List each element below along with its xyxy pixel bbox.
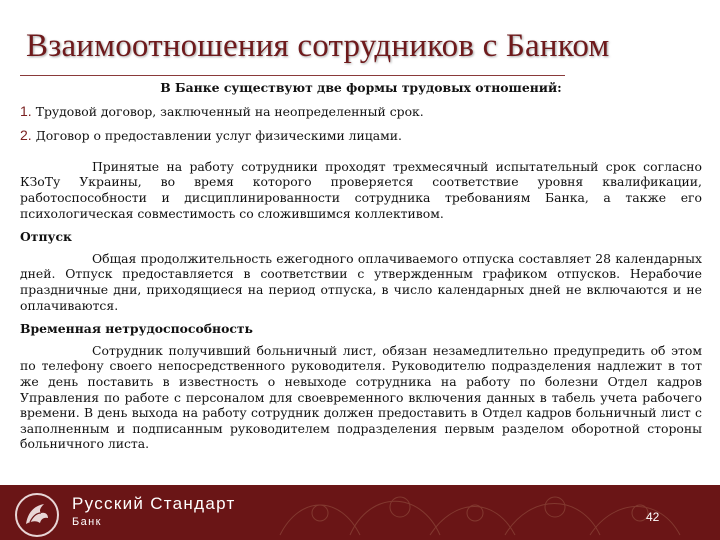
slide-content — [20, 80, 702, 452]
form-item-1 — [20, 104, 702, 120]
griffin-logo-icon — [14, 492, 60, 538]
form-item-text: Договор о предоставлении услуг физическими лицами. — [35, 128, 402, 144]
title-divider — [20, 75, 565, 76]
brand-name — [72, 494, 236, 528]
brand-line-2: Банк — [72, 516, 102, 528]
slide-title: Взаимоотношения сотрудников с Банком — [26, 28, 610, 64]
form-item-2 — [20, 128, 702, 144]
sick-leave-paragraph: Сотрудник получивший больничный лист, обязан незамедлительно предупредить об этом по телефону своего непосредственного руководителя. Руководителю подразделения надлежит в тот же день поставить в известность о невыходе сотрудника на работу по болезни Отдел кадров Управления по работе с персоналом для своевременного включения данных в табель учета рабочего времени. В день выхода на работу сотрудник должен предоставить в Отдел кадров больничный лист с заполненным и подписанным руководителем подразделения первым разделом оборотной стороны больничного листа. — [20, 342, 702, 452]
vacation-heading: Отпуск — [20, 229, 72, 245]
sick-leave-heading: Временная нетрудоспособность — [20, 321, 253, 337]
vacation-paragraph: Общая продолжительность ежегодного оплачиваемого отпуска составляет 28 календарных дней. Отпуск предоставляется в соответствии с утвержденным графиком отпусков. Нерабочие праздничные дни, приходящиеся на период отпуска, в число календарных дней не включаются и не оплачиваются. — [20, 250, 702, 313]
form-item-text: Трудовой договор, заключенный на неопределенный срок. — [35, 103, 424, 119]
intro-text: В Банке существуют две формы трудовых отношений: — [160, 80, 562, 95]
brand-line-1: Русский Стандарт — [72, 494, 236, 513]
form-item-number: 1. — [20, 102, 32, 119]
form-item-number: 2. — [20, 127, 32, 144]
probation-paragraph: Принятые на работу сотрудники проходят трехмесячный испытательный срок согласно КЗоТу Украины, во время которого проверяется соответствие уровня квалификации, работоспособности и дисциплинированности сотрудника требованиям Банка, а также его психологическая совместимость со сложившимся коллективом. — [20, 158, 702, 221]
page-number: 42 — [646, 510, 660, 524]
